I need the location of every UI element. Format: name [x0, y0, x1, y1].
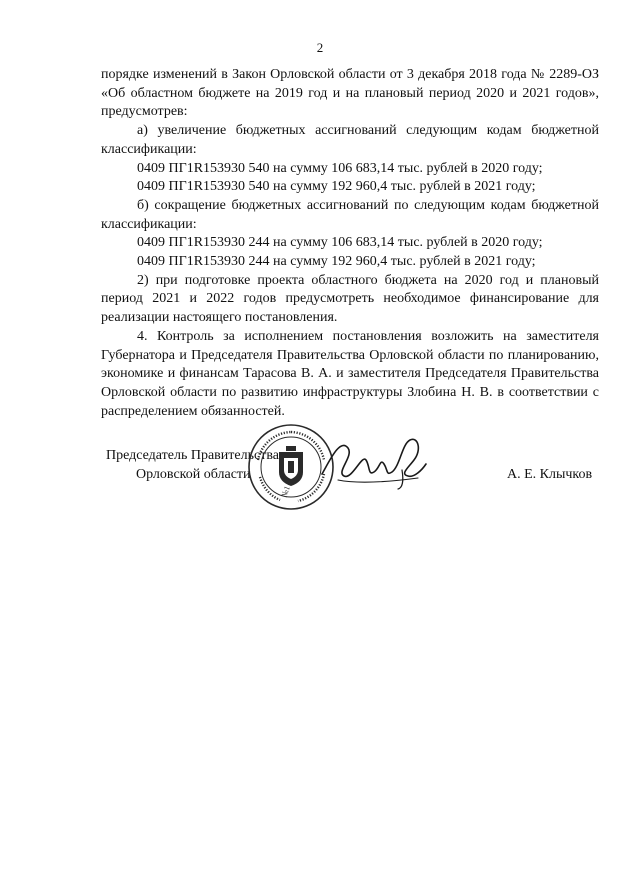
paragraph-increase: а) увеличение бюджетных ассигнований следующим кодам бюджетной классификации: — [101, 123, 599, 157]
paragraph-intro: порядке изменений в Закон Орловской области от 3 декабря 2018 года № 2289-ОЗ «Об областном бюджете на 2019 год и на плановый период 2020 и 2021 годов», предусмотрев: — [101, 67, 599, 120]
paragraph-decrease: б) сокращение бюджетных ассигнований по следующим кодам бюджетной классификации: — [101, 197, 599, 232]
budget-code-line: 0409 ПГ1R153930 244 на сумму 192 960,4 тыс. рублей в 2021 году; — [137, 254, 536, 270]
signatory-name: А. Е. Клычков — [507, 467, 593, 482]
handwritten-signature — [318, 430, 428, 490]
signatory-title-line2: Орловской области — [136, 467, 251, 482]
budget-code-line: 0409 ПГ1R153930 540 на сумму 192 960,4 тыс. рублей в 2021 году; — [137, 179, 536, 195]
seal-number: №1 — [279, 484, 292, 499]
signatory-title-line1: Председатель Правительства — [106, 448, 279, 463]
paragraph-financing: 2) при подготовке проекта областного бюджета на 2020 год и плановый период 2021 и 2022 годов предусмотреть необходимое финансирование для реализации настоящего постановления. — [101, 272, 599, 326]
signature-block — [0, 440, 640, 530]
document-body — [101, 66, 599, 421]
page-number: 2 — [316, 40, 324, 55]
paragraph-control: 4. Контроль за исполнением постановления возложить на заместителя Губернатора и Председателя Правительства Орловской области по планированию, экономике и финансам Тарасова В. А. и заместителя Председателя Правительства Орловской области по развитию инфраструктуры Злобина Н. В. в соответствии с распределением обязанностей. — [101, 328, 599, 419]
budget-code-line: 0409 ПГ1R153930 540 на сумму 106 683,14 тыс. рублей в 2020 году; — [137, 160, 543, 176]
budget-code-line: 0409 ПГ1R153930 244 на сумму 106 683,14 тыс. рублей в 2020 году; — [137, 235, 543, 251]
